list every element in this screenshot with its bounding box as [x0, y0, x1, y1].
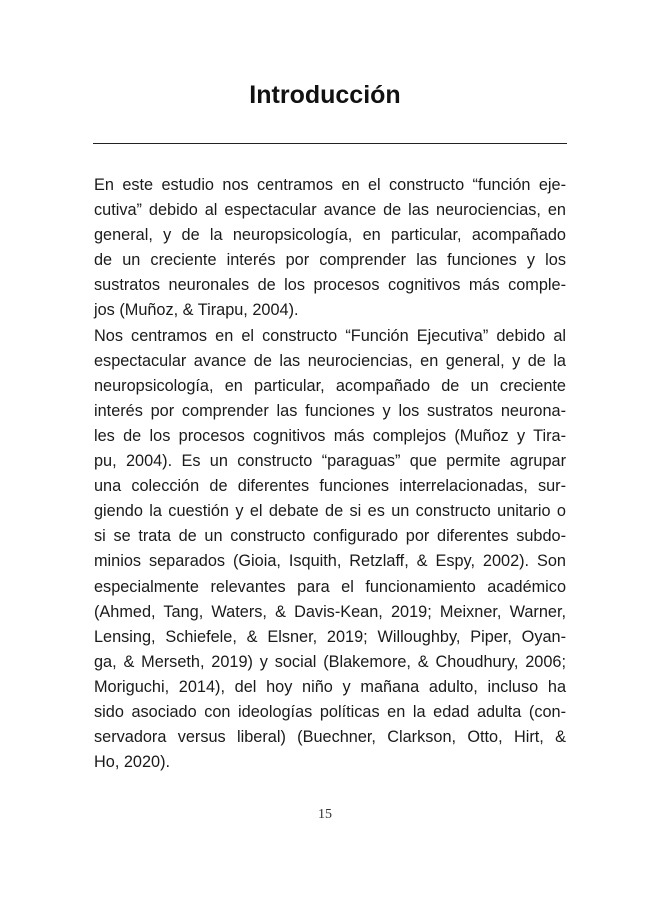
- text-line: En este estudio nos centramos en el constructo “función eje-: [94, 176, 566, 194]
- chapter-title: Introducción: [249, 81, 401, 109]
- body-text: [94, 173, 566, 775]
- text-line: Ho, 2020).: [94, 753, 171, 772]
- text-line: servadora versus liberal) (Buechner, Clarkson, Otto, Hirt, &: [94, 728, 566, 747]
- text-line: giendo la cuestión y el debate de si es un constructo unitario o: [94, 502, 566, 521]
- text-line: sido asociado con ideologías políticas en la edad adulta (con-: [94, 702, 566, 721]
- text-line: una colección de diferentes funciones interrelacionadas, sur-: [94, 477, 566, 496]
- text-line: especialmente relevantes para el funcionamiento académico: [94, 577, 566, 596]
- text-line: de un creciente interés por comprender las funciones y los: [94, 251, 566, 270]
- paragraph-1: [94, 173, 566, 324]
- text-line: Nos centramos en el constructo “Función Ejecutiva” debido al: [94, 326, 566, 345]
- text-line: Moriguchi, 2014), del hoy niño y mañana adulto, incluso ha: [94, 677, 566, 696]
- title-divider: [93, 143, 567, 144]
- text-line: jos (Muñoz, & Tirapu, 2004).: [94, 301, 299, 320]
- text-line: ga, & Merseth, 2019) y social (Blakemore, & Choudhury, 2006;: [94, 652, 566, 671]
- text-line: interés por comprender las funciones y los sustratos neurona-: [94, 401, 566, 420]
- paragraph-2: [94, 324, 566, 776]
- text-line: sustratos neuronales de los procesos cognitivos más comple-: [94, 276, 566, 295]
- text-line: Lensing, Schiefele, & Elsner, 2019; Willoughby, Piper, Oyan-: [94, 627, 566, 646]
- text-line: general, y de la neuropsicología, en particular, acompañado: [94, 226, 566, 245]
- text-line: (Ahmed, Tang, Waters, & Davis-Kean, 2019; Meixner, Warner,: [94, 602, 566, 621]
- text-line: si se trata de un constructo configurado por diferentes subdo-: [94, 527, 566, 546]
- page-number: 15: [318, 807, 332, 822]
- text-line: pu, 2004). Es un constructo “paraguas” que permite agrupar: [94, 452, 566, 471]
- text-line: cutiva” debido al espectacular avance de las neurociencias, en: [94, 201, 566, 220]
- text-line: les de los procesos cognitivos más complejos (Muñoz y Tira-: [94, 426, 566, 445]
- text-line: espectacular avance de las neurociencias, en general, y de la: [94, 351, 566, 370]
- text-line: neuropsicología, en particular, acompañado de un creciente: [94, 376, 566, 395]
- text-line: minios separados (Gioia, Isquith, Retzlaff, & Espy, 2002). Son: [94, 552, 566, 571]
